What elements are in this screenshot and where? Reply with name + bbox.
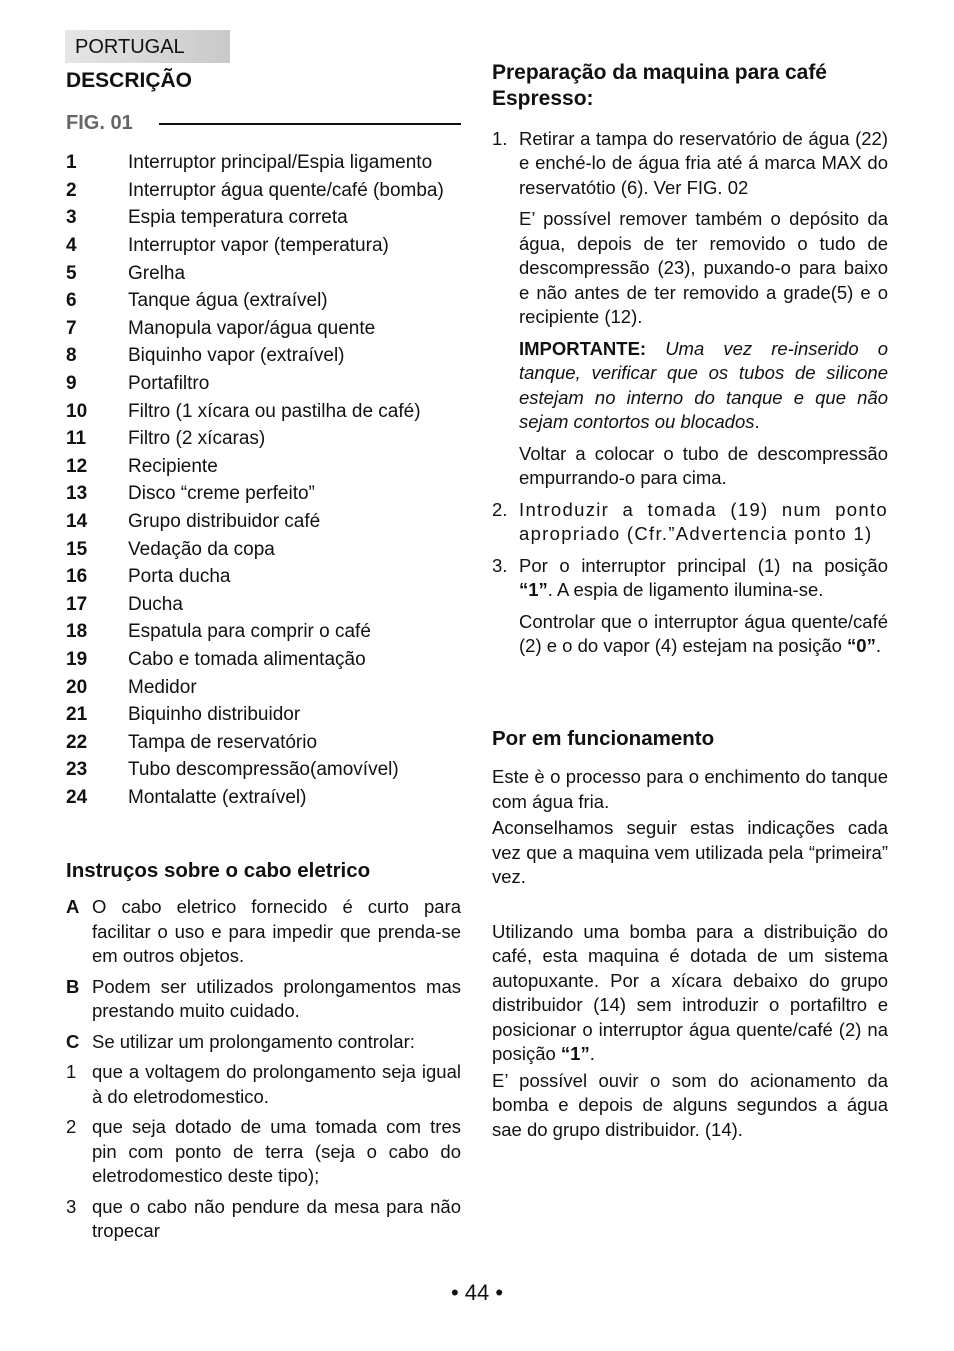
part-item bbox=[66, 701, 461, 729]
part-item bbox=[66, 563, 461, 591]
part-label: Portafiltro bbox=[128, 373, 210, 394]
country-tag: PORTUGAL bbox=[65, 30, 230, 63]
cable-instruction-text: que seja dotado de uma tomada com tres pin com ponto de terra (seja o cabo do eletrodomestico deste tipo); bbox=[92, 1116, 461, 1187]
part-item bbox=[66, 646, 461, 674]
part-number: 8 bbox=[66, 345, 77, 367]
part-number: 14 bbox=[66, 510, 88, 532]
part-item bbox=[66, 674, 461, 702]
part-item bbox=[66, 370, 461, 398]
preparation-steps bbox=[492, 127, 888, 666]
cable-instruction-item bbox=[66, 1195, 461, 1244]
part-label: Grelha bbox=[128, 262, 186, 284]
part-number: 21 bbox=[66, 704, 88, 726]
part-label: Interruptor vapor (temperatura) bbox=[128, 235, 389, 257]
part-number: 17 bbox=[66, 593, 88, 615]
cable-instruction-text: que a voltagem do prolongamento seja igual à do eletrodomestico. bbox=[92, 1061, 461, 1107]
page-number: • 44 • bbox=[450, 1280, 504, 1305]
operation-paragraph: E’ possível ouvir o som do acionamento da bomba e depois de alguns segundos a água sae do grupo distribuidor. (14). bbox=[492, 1069, 888, 1140]
cable-instruction-marker: 3 bbox=[66, 1195, 77, 1217]
step-paragraph: E’ possível remover também o depósito da água, depois de ter removido o tudo de descompressão (23), puxando-o para baixo e não antes de ter removido a grade(5) e o recipiente (12). bbox=[519, 208, 888, 327]
operation-paragraph: Este è o processo para o enchimento do tanque com água fria. bbox=[492, 766, 888, 812]
operation-paragraph: Utilizando uma bomba para a distribuição do café, esta maquina é dotada de um sistema autopuxante. Por a xícara debaixo do grupo distribuidor (14) sem introduzir o portafiltro e posicionar o interruptor água quente/café (2) na posição “1”. bbox=[492, 920, 888, 1065]
part-number: 13 bbox=[66, 483, 88, 505]
step-item bbox=[492, 127, 888, 498]
part-number: 9 bbox=[66, 373, 77, 394]
part-label: Vedação da copa bbox=[128, 538, 275, 560]
part-label: Manopula vapor/água quente bbox=[128, 317, 376, 339]
part-number: 2 bbox=[66, 179, 77, 201]
part-number: 20 bbox=[66, 676, 88, 698]
part-number: 15 bbox=[66, 538, 88, 560]
part-number: 22 bbox=[66, 731, 88, 753]
part-label: Tampa de reservatório bbox=[128, 731, 318, 753]
part-label: Tubo descompressão(amovível) bbox=[128, 759, 399, 781]
right-column bbox=[492, 60, 888, 1142]
part-label: Espia temperatura correta bbox=[128, 207, 348, 229]
figure-heading bbox=[66, 112, 461, 135]
part-item bbox=[66, 425, 461, 453]
part-item bbox=[66, 536, 461, 564]
part-item bbox=[66, 480, 461, 508]
part-label: Biquinho vapor (extraível) bbox=[128, 345, 345, 367]
cable-instruction-item bbox=[66, 895, 461, 969]
part-item bbox=[66, 618, 461, 646]
important-note: IMPORTANTE: Uma vez re-inserido o tanque, verificar que os tubos de silicone estejam no interno do tanque e que não sejam contortos ou blocados. bbox=[519, 337, 888, 432]
step-number: 3. bbox=[492, 554, 508, 576]
part-number: 5 bbox=[66, 262, 77, 284]
step-number: 1. bbox=[492, 127, 508, 149]
part-label: Tanque água (extraível) bbox=[128, 290, 328, 312]
part-item bbox=[66, 508, 461, 536]
preparation-title: Preparação da maquina para café Espresso: bbox=[492, 61, 827, 111]
step-paragraph: Introduzir a tomada (19) num ponto apropriado (Cfr.”Advertencia ponto 1) bbox=[519, 498, 888, 544]
part-number: 19 bbox=[66, 648, 88, 670]
part-label: Cabo e tomada alimentação bbox=[128, 648, 366, 670]
cable-instructions-list bbox=[66, 895, 461, 1244]
part-item bbox=[66, 260, 461, 288]
parts-list bbox=[66, 149, 461, 811]
part-label: Porta ducha bbox=[128, 566, 231, 588]
step-item bbox=[492, 554, 888, 666]
part-item bbox=[66, 287, 461, 315]
part-number: 12 bbox=[66, 455, 88, 477]
part-item bbox=[66, 729, 461, 757]
cable-instruction-marker: C bbox=[66, 1030, 80, 1052]
figure-rule bbox=[159, 123, 461, 125]
cable-instruction-text: que o cabo não pendure da mesa para não tropecar bbox=[92, 1195, 461, 1242]
operation-paragraph: Aconselhamos seguir estas indicações cada vez que a maquina vem utilizada pela “primeira” vez. bbox=[492, 817, 888, 888]
cable-instruction-marker: 1 bbox=[66, 1061, 77, 1083]
part-label: Espatula para comprir o café bbox=[128, 621, 371, 643]
part-item bbox=[66, 453, 461, 481]
part-label: Ducha bbox=[128, 593, 183, 615]
part-label: Interruptor água quente/café (bomba) bbox=[128, 179, 444, 201]
part-item bbox=[66, 342, 461, 370]
part-number: 3 bbox=[66, 207, 77, 229]
important-label: IMPORTANTE: bbox=[519, 337, 647, 359]
cable-instruction-item bbox=[66, 1115, 461, 1189]
cable-instruction-text: Se utilizar um prolongamento controlar: bbox=[92, 1030, 415, 1052]
part-number: 16 bbox=[66, 566, 88, 588]
part-item bbox=[66, 204, 461, 232]
part-label: Biquinho distribuidor bbox=[128, 704, 301, 726]
part-number: 24 bbox=[66, 786, 88, 808]
cable-section-title: Instruços sobre o cabo eletrico bbox=[66, 858, 371, 882]
operation-title: Por em funcionamento bbox=[492, 726, 715, 750]
part-number: 18 bbox=[66, 621, 88, 643]
part-label: Disco “creme perfeito” bbox=[128, 483, 315, 505]
description-title: DESCRIÇÃO bbox=[66, 69, 193, 92]
part-item bbox=[66, 756, 461, 784]
part-number: 11 bbox=[66, 428, 87, 450]
part-label: Recipiente bbox=[128, 455, 218, 477]
step-paragraph: Voltar a colocar o tubo de descompressão empurrando-o para cima. bbox=[519, 442, 888, 488]
part-label: Medidor bbox=[128, 676, 197, 698]
part-item bbox=[66, 315, 461, 343]
part-item bbox=[66, 784, 461, 812]
cable-instruction-marker: 2 bbox=[66, 1116, 77, 1138]
figure-label: FIG. 01 bbox=[66, 112, 133, 135]
cable-section bbox=[66, 858, 461, 1244]
part-item bbox=[66, 177, 461, 205]
cable-instruction-text: O cabo eletrico fornecido é curto para facilitar o uso e para impedir que prenda-se em outros objetos. bbox=[92, 896, 461, 967]
part-item bbox=[66, 591, 461, 619]
operation-section bbox=[492, 726, 888, 1143]
part-item bbox=[66, 398, 461, 426]
part-number: 7 bbox=[66, 317, 77, 339]
step-paragraph: Retirar a tampa do reservatório de água (22) e enché-lo de água fria até á marca MAX do reservatótio (6). Ver FIG. 02 bbox=[519, 127, 888, 198]
part-number: 6 bbox=[66, 290, 77, 312]
part-label: Grupo distribuidor café bbox=[128, 510, 321, 532]
cable-instruction-item bbox=[66, 1060, 461, 1109]
part-label: Filtro (1 xícara ou pastilha de café) bbox=[128, 400, 421, 422]
cable-instruction-text: Podem ser utilizados prolongamentos mas prestando muito cuidado. bbox=[92, 975, 461, 1022]
part-label: Filtro (2 xícaras) bbox=[128, 428, 266, 450]
left-column bbox=[66, 68, 461, 1250]
step-item bbox=[492, 498, 888, 554]
part-number: 23 bbox=[66, 759, 88, 781]
part-item bbox=[66, 232, 461, 260]
step-number: 2. bbox=[492, 498, 508, 520]
part-number: 10 bbox=[66, 400, 88, 422]
step-paragraph: Controlar que o interruptor água quente/café (2) e o do vapor (4) estejam na posição “0”. bbox=[519, 610, 888, 656]
cable-instruction-marker: A bbox=[66, 896, 80, 918]
part-item bbox=[66, 149, 461, 177]
cable-instruction-item bbox=[66, 975, 461, 1024]
part-label: Montalatte (extraível) bbox=[128, 786, 307, 808]
cable-instruction-item bbox=[66, 1030, 461, 1055]
step-paragraph: Por o interruptor principal (1) na posição “1”. A espia de ligamento ilumina-se. bbox=[519, 554, 888, 600]
cable-instruction-marker: B bbox=[66, 975, 80, 997]
part-label: Interruptor principal/Espia ligamento bbox=[128, 152, 433, 174]
part-number: 4 bbox=[66, 235, 77, 257]
part-number: 1 bbox=[66, 152, 77, 174]
important-text: Uma vez re-inserido o tanque, verificar que os tubos de silicone estejam no interno do tanque e que não sejam contortos ou blocados bbox=[519, 337, 888, 432]
